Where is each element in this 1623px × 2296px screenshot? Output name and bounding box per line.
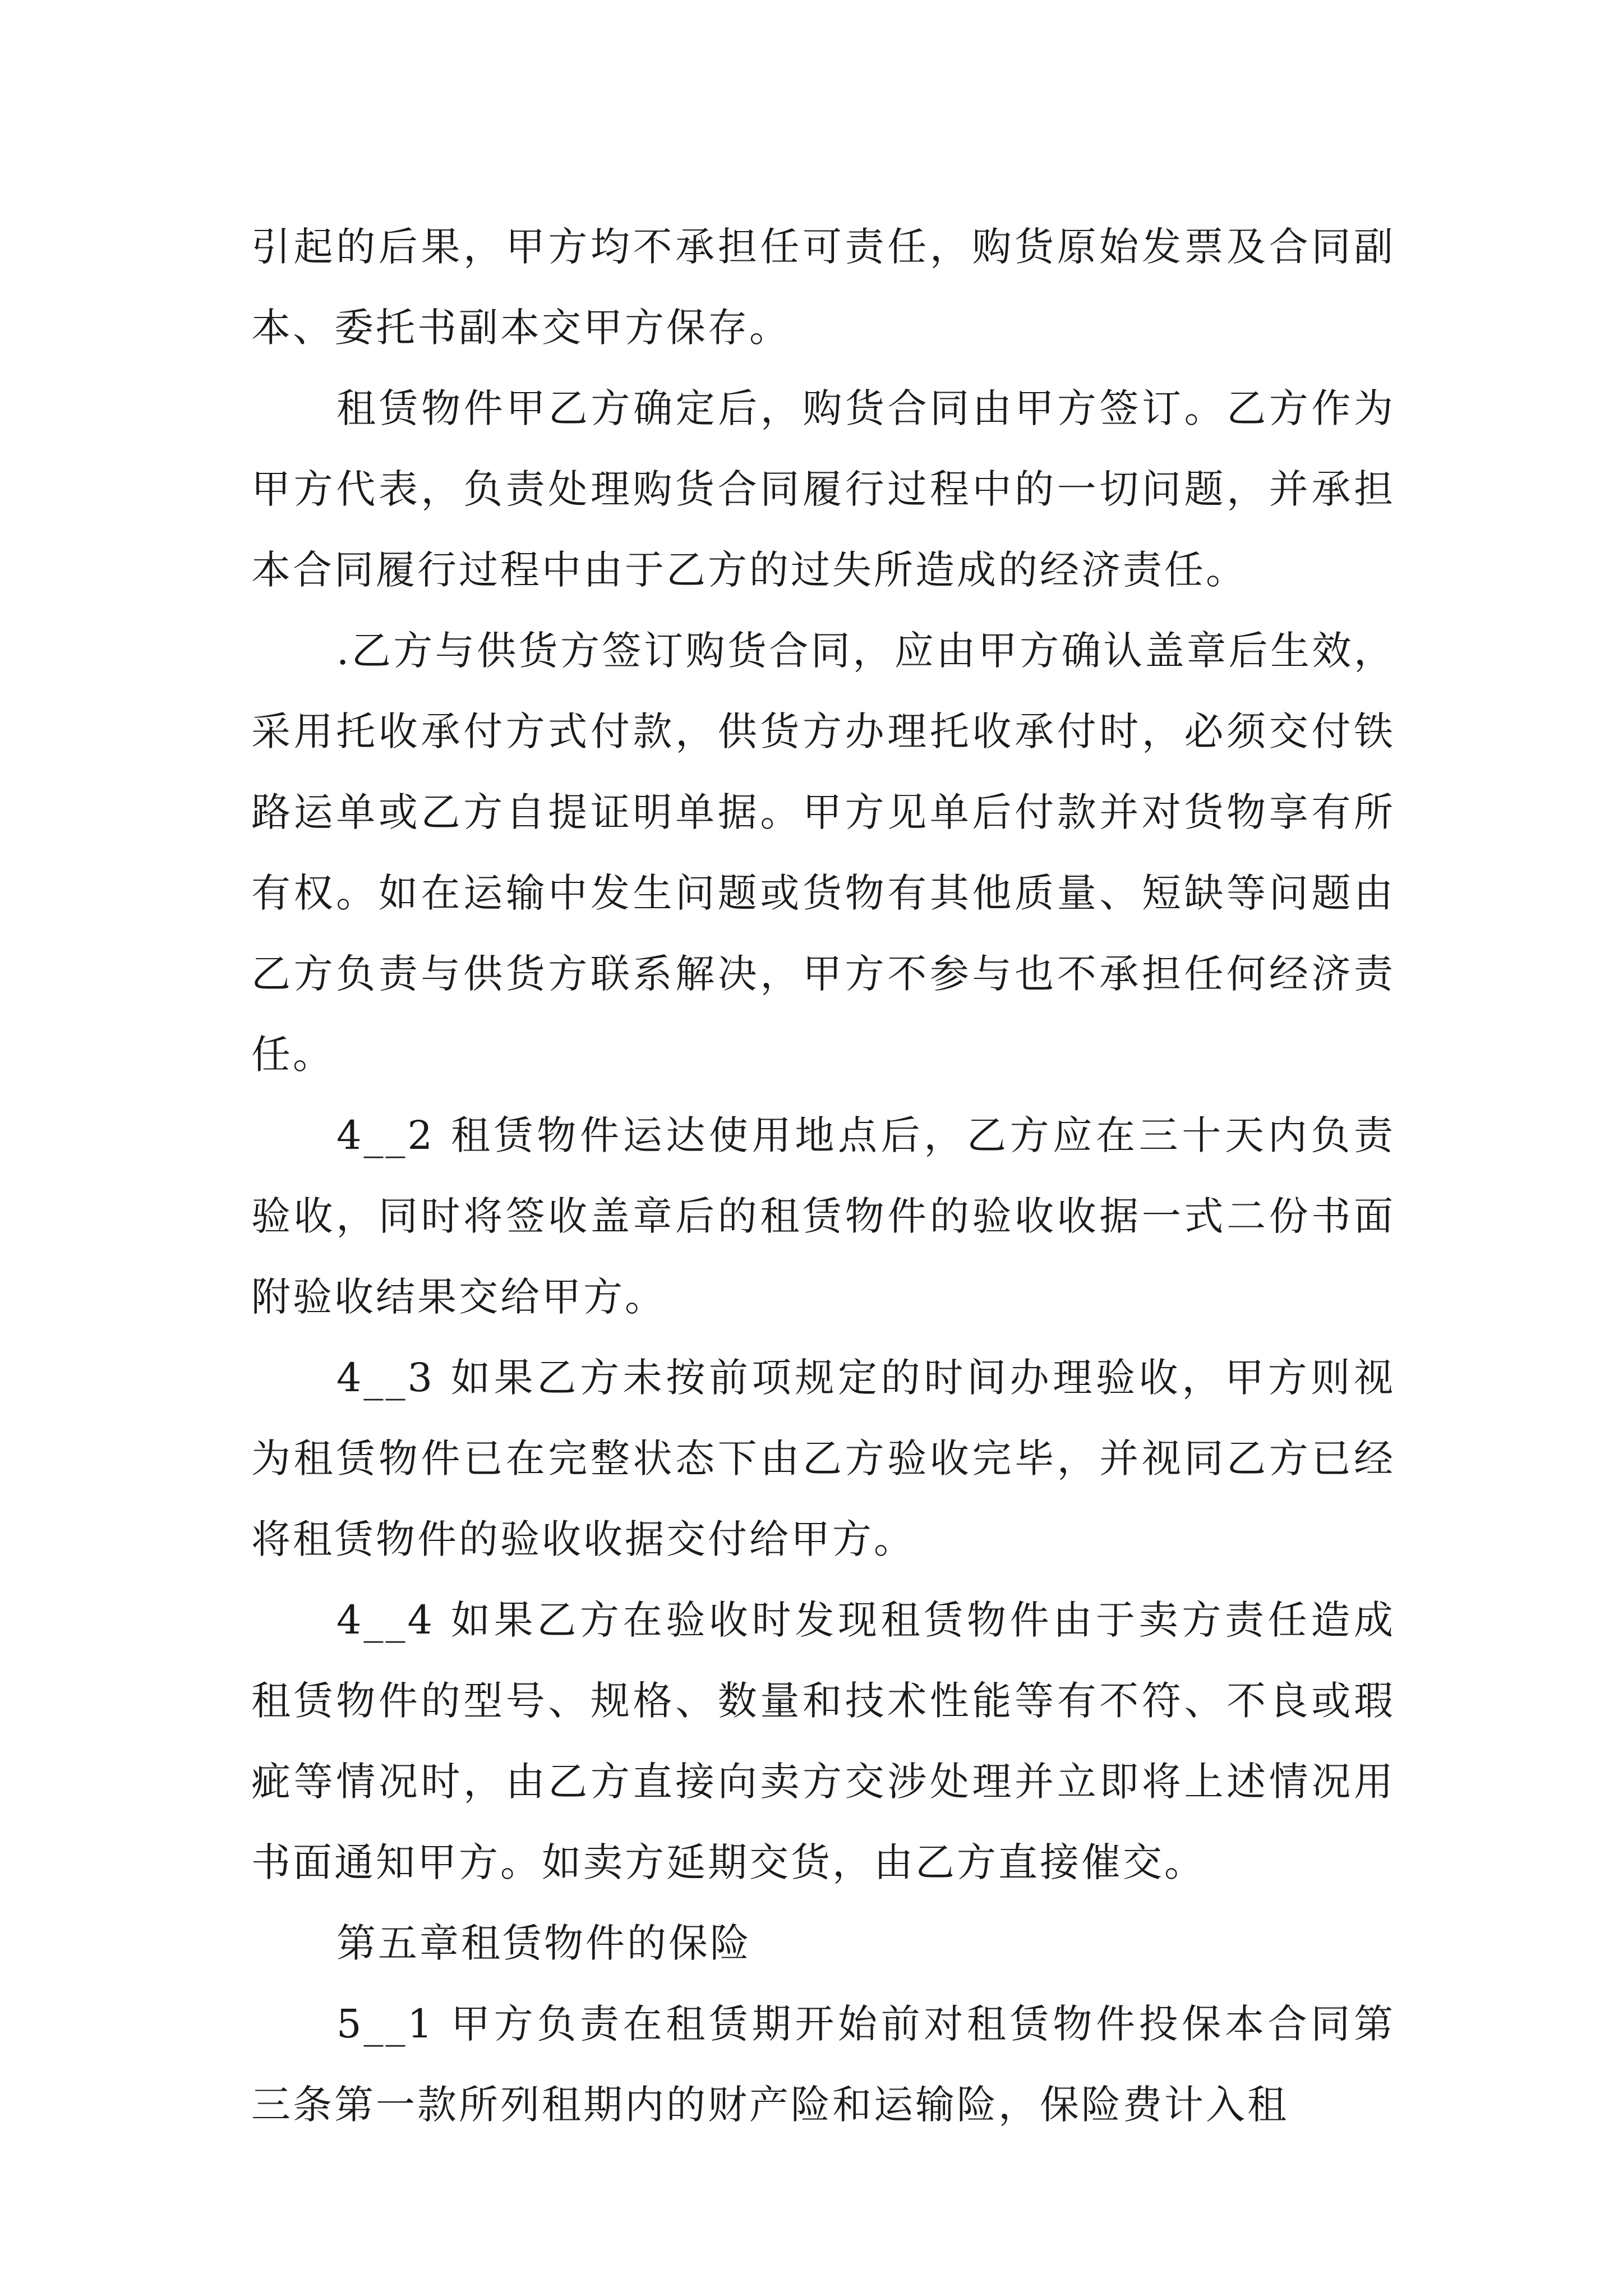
chapter-heading-insurance: 第五章租赁物件的保险: [336, 1920, 751, 1966]
paragraph-purchase-contract: 租赁物件甲乙方确定后，购货合同由甲方签订。乙方作为甲方代表，负责处理购货合同履行过程中的一切问题，并承担本合同履行过程中由于乙方的过失所造成的经济责任。: [251, 385, 1395, 593]
paragraph-continuation: 引起的后果，甲方均不承担任可责任，购货原始发票及合同副本、委托书副本交甲方保存。: [251, 224, 1395, 351]
paragraph-clause-4-3: 4__3 如果乙方未按前项规定的时间办理验收，甲方则视为租赁物件已在完整状态下由乙方验收完毕，并视同乙方已经将租赁物件的验收收据交付给甲方。: [251, 1355, 1395, 1562]
paragraph-supplier-contract: .乙方与供货方签订购货合同，应由甲方确认盖章后生效，采用托收承付方式付款，供货方办理托收承付时，必须交付铁路运单或乙方自提证明单据。甲方见单后付款并对货物享有所有权。如在运输中发生问题或货物有其他质量、短缺等问题由乙方负责与供货方联系解决，甲方不参与也不承担任何经济责任。: [251, 628, 1395, 1078]
paragraph-clause-4-2: 4__2 租赁物件运达使用地点后，乙方应在三十天内负责验收，同时将签收盖章后的租赁物件的验收收据一式二份书面附验收结果交给甲方。: [251, 1112, 1395, 1320]
paragraph-clause-4-4: 4__4 如果乙方在验收时发现租赁物件由于卖方责任造成租赁物件的型号、规格、数量和技术性能等有不符、不良或瑕疵等情况时，由乙方直接向卖方交涉处理并立即将上述情况用书面通知甲方。如卖方延期交货，由乙方直接催交。: [251, 1597, 1395, 1885]
document-body: [251, 206, 1395, 2145]
paragraph-clause-5-1: 5__1 甲方负责在租赁期开始前对租赁物件投保本合同第三条第一款所列租期内的财产险和运输险，保险费计入租: [251, 2001, 1395, 2128]
